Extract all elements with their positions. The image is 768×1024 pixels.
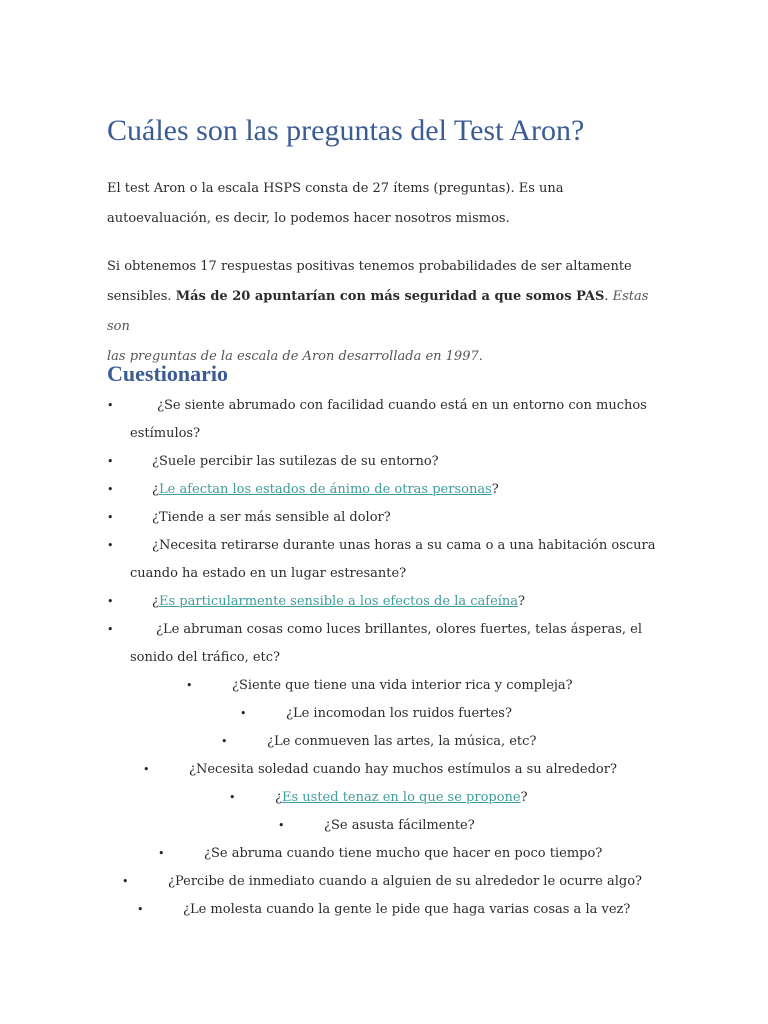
question-15: ¿Percibe de inmediato cuando a alguien de su alrededor le ocurre algo? — [168, 874, 643, 889]
question-12-prefix: ¿ — [275, 790, 282, 805]
bullet-13: • — [278, 819, 285, 832]
bullet-11: • — [143, 763, 150, 776]
page-title: Cuáles son las preguntas del Test Aron? — [107, 114, 585, 147]
question-13: ¿Se asusta fácilmente? — [324, 818, 475, 833]
scoring-bold-text: Más de 20 apuntarían con más seguridad a que somos PAS — [175, 289, 605, 304]
question-11: ¿Necesita soledad cuando hay muchos estímulos a su alrededor? — [189, 762, 617, 777]
question-6-link[interactable]: Es particularmente sensible a los efectos de la cafeína — [158, 594, 519, 609]
question-5-line-1: ¿Necesita retirarse durante unas horas a su cama o a una habitación oscura — [152, 538, 656, 553]
bullet-10: • — [221, 735, 228, 748]
question-6-prefix: ¿ — [152, 594, 159, 609]
intro-paragraph — [107, 174, 647, 234]
question-12-link[interactable]: Es usted tenaz en lo que se propone — [281, 790, 521, 805]
question-7-line-2: sonido del tráfico, etc? — [130, 650, 281, 665]
question-3 — [152, 481, 499, 499]
question-14: ¿Se abruma cuando tiene mucho que hacer en poco tiempo? — [204, 846, 603, 861]
intro-line-2: autoevaluación, es decir, lo podemos hacer nosotros mismos. — [107, 211, 510, 226]
question-10: ¿Le conmueven las artes, la música, etc? — [267, 734, 537, 749]
scoring-dot: . — [604, 289, 613, 304]
bullet-2: • — [107, 455, 114, 468]
question-6-suffix: ? — [518, 594, 526, 609]
section-title: Cuestionario — [107, 361, 228, 386]
bullet-3: • — [107, 483, 114, 496]
question-9: ¿Le incomodan los ruidos fuertes? — [286, 706, 512, 721]
question-3-suffix: ? — [491, 482, 499, 497]
bullet-9: • — [240, 707, 247, 720]
question-7-line-1: ¿Le abruman cosas como luces brillantes, olores fuertes, telas ásperas, el — [156, 622, 642, 637]
intro-line-1: El test Aron o la escala HSPS consta de 27 ítems (preguntas). Es una — [107, 181, 564, 196]
bullet-5: • — [107, 539, 114, 552]
bullet-7: • — [107, 623, 114, 636]
scoring-line-1: Si obtenemos 17 respuestas positivas tenemos probabilidades de ser altamente — [107, 259, 632, 274]
question-5-line-2: cuando ha estado en un lugar estresante? — [130, 566, 407, 581]
question-16: ¿Le molesta cuando la gente le pide que haga varias cosas a la vez? — [183, 902, 631, 917]
bullet-6: • — [107, 595, 114, 608]
question-12 — [275, 789, 528, 807]
question-3-link[interactable]: Le afectan los estados de ánimo de otras personas — [158, 482, 492, 497]
question-1-line-2: estímulos? — [130, 426, 201, 441]
scoring-italic-end: las preguntas de la escala de Aron desarrollada en 1997. — [107, 349, 483, 364]
question-12-suffix: ? — [520, 790, 528, 805]
question-6 — [152, 593, 525, 611]
bullet-8: • — [186, 679, 193, 692]
scoring-line-2-plain: sensibles. — [107, 289, 176, 304]
bullet-15: • — [122, 875, 129, 888]
scoring-paragraph — [107, 252, 667, 372]
bullet-14: • — [158, 847, 165, 860]
question-2: ¿Suele percibir las sutilezas de su entorno? — [152, 454, 439, 469]
question-1-line-1: ¿Se siente abrumado con facilidad cuando está en un entorno con muchos — [157, 398, 647, 413]
question-8: ¿Siente que tiene una vida interior rica y compleja? — [232, 678, 573, 693]
bullet-16: • — [137, 903, 144, 916]
scoring-italic-start: Estas son — [107, 289, 649, 334]
bullet-1: • — [107, 399, 114, 412]
question-3-prefix: ¿ — [152, 482, 159, 497]
bullet-12: • — [229, 791, 236, 804]
bullet-4: • — [107, 511, 114, 524]
question-4: ¿Tiende a ser más sensible al dolor? — [152, 510, 391, 525]
